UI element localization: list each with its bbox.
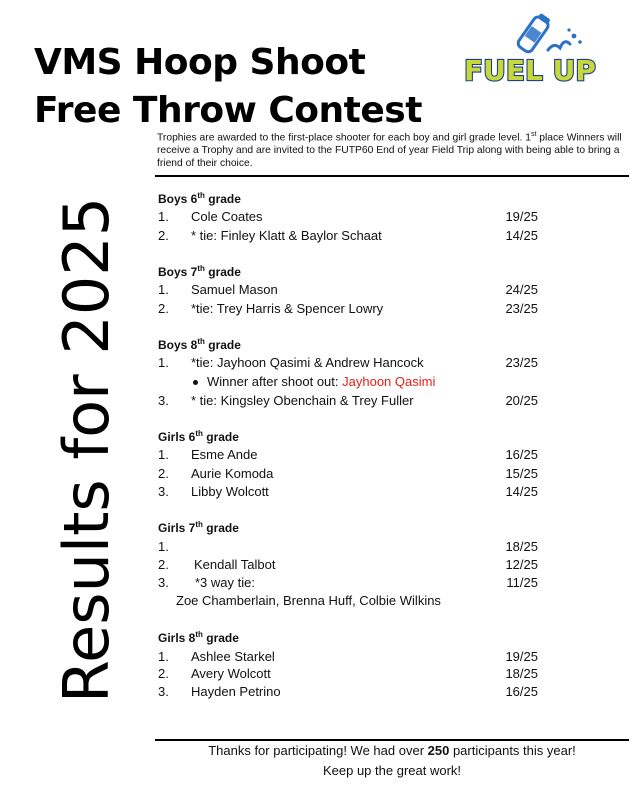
logo-wordmark: FUEL UP	[464, 54, 596, 87]
milk-bottle-icon	[516, 12, 582, 54]
title-line-1: VMS Hoop Shoot	[34, 42, 366, 83]
section-title-boys-7: Boys 7th grade	[158, 264, 241, 279]
section-title-girls-6: Girls 6th grade	[158, 429, 239, 444]
fuel-up-logo	[462, 10, 622, 90]
result-row: 2. Aurie Komoda 15/25	[158, 466, 538, 481]
result-row: 3. Libby Wolcott 14/25	[158, 484, 538, 499]
result-row: 3. *3 way tie: 11/25	[158, 575, 538, 590]
result-row: 1. 18/25	[158, 539, 538, 554]
result-row: 3. Hayden Petrino 16/25	[158, 684, 538, 699]
shootout-winner: Jayhoon Qasimi	[342, 374, 436, 389]
result-row: 3. * tie: Kingsley Obenchain & Trey Fuller 20/25	[158, 393, 538, 408]
shootout-note: Winner after shoot out: Jayhoon Qasimi	[193, 373, 435, 391]
result-row: 1. Esme Ande 16/25	[158, 447, 538, 462]
bullet-icon	[193, 380, 198, 385]
result-row: 1. Samuel Mason 24/25	[158, 282, 538, 297]
footer-thanks: Thanks for participating! We had over 250 participants this year!	[208, 743, 576, 758]
result-row: 1. *tie: Jayhoon Qasimi & Andrew Hancock 23/25	[158, 355, 538, 370]
result-row: 2. Avery Wolcott 18/25	[158, 666, 538, 681]
tie-names: Zoe Chamberlain, Brenna Huff, Colbie Wilkins	[176, 593, 441, 608]
footer-encouragement: Keep up the great work!	[322, 763, 462, 778]
section-title-girls-7: Girls 7th grade	[158, 520, 239, 535]
section-title-boys-8: Boys 8th grade	[158, 337, 241, 352]
section-title-girls-8: Girls 8th grade	[158, 630, 239, 645]
section-title-boys-6: Boys 6th grade	[158, 191, 241, 206]
intro-text: Trophies are awarded to the first-place shooter for each boy and girl grade level. 1st place Winners will receive a Trophy and are invited to the FUTP60 End of year Field Trip along with being able to bring a friend of their choice.	[157, 131, 622, 170]
result-row: 2. *tie: Trey Harris & Spencer Lowry 23/25	[158, 301, 538, 316]
top-divider	[155, 175, 629, 177]
side-banner: Results for 2025	[50, 196, 123, 704]
result-row: 1. Ashlee Starkel 19/25	[158, 649, 538, 664]
result-row: 2. Kendall Talbot 12/25	[158, 557, 538, 572]
result-row: 2. * tie: Finley Klatt & Baylor Schaat 14/25	[158, 228, 538, 243]
title-line-2: Free Throw Contest	[34, 90, 422, 131]
result-row: 1. Cole Coates 19/25	[158, 209, 538, 224]
